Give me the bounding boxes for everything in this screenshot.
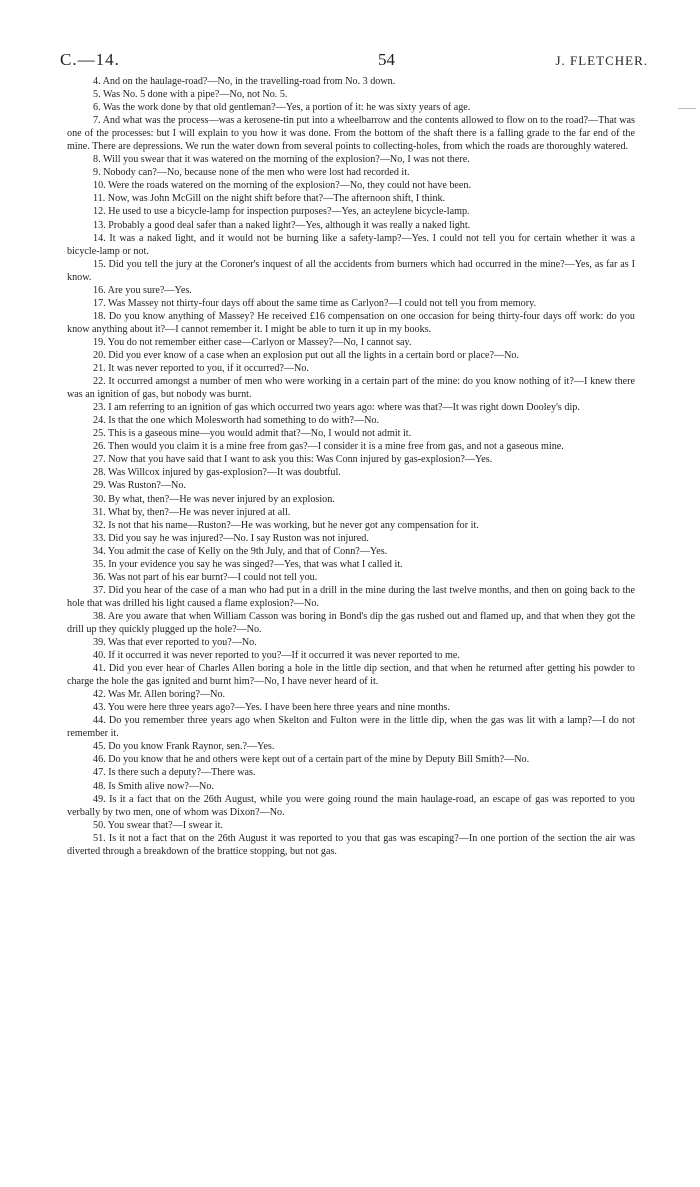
page-header xyxy=(60,50,648,72)
question-answer: 10. Were the roads watered on the morning of the explosion?—No, they could not have been. xyxy=(93,180,472,192)
question-answer: 47. Is there such a deputy?—There was. xyxy=(93,767,256,779)
evidence-text xyxy=(67,75,635,858)
question-answer: 40. If it occurred it was never reported to you?—If it occurred it was never reported to me. xyxy=(93,650,460,662)
question-answer: 9. Nobody can?—No, because none of the men who were lost had recorded it. xyxy=(93,167,410,179)
question-answer: 29. Was Ruston?—No. xyxy=(93,480,186,492)
question-answer: 38. Are you aware that when William Casson was boring in Bond's dip the gas rushed out and flamed up, and that when they got the drill up they quickly plugged up the hole?—No. xyxy=(67,610,635,635)
question-answer: 36. Was not part of his ear burnt?—I could not tell you. xyxy=(93,571,318,583)
question-answer: 41. Did you ever hear of Charles Allen boring a hole in the little dip section, and that when he returned after getting his powder to charge the hole the gas ignited and burnt him?—No, I have never heard of it. xyxy=(67,663,635,688)
question-answer: 49. Is it a fact that on the 26th August, while you were going round the main haulage-road, an escape of gas was reported to you verbally by two men, one of whom was Dixon?—No. xyxy=(67,793,635,818)
question-answer: 12. He used to use a bicycle-lamp for inspection purposes?—Yes, an acteylene bicycle-lamp. xyxy=(93,206,470,218)
question-answer: 21. It was never reported to you, if it occurred?—No. xyxy=(93,363,309,375)
question-answer: 37. Did you hear of the case of a man who had put in a drill in the mine during the last twelve months, and then on going back to the hole that was drilled his light caused a flame explosion?—No. xyxy=(67,584,635,609)
question-answer: 19. You do not remember either case—Carlyon or Massey?—No, I cannot say. xyxy=(93,336,412,348)
question-answer: 34. You admit the case of Kelly on the 9th July, and that of Conn?—Yes. xyxy=(93,545,388,557)
question-answer: 50. You swear that?—I swear it. xyxy=(93,819,223,831)
question-answer: 39. Was that ever reported to you?—No. xyxy=(93,637,257,649)
question-answer: 28. Was Willcox injured by gas-explosion?—It was doubtful. xyxy=(93,467,341,479)
series-code: C.—14. xyxy=(60,50,120,69)
question-answer: 23. I am referring to an ignition of gas which occurred two years ago: where was that?—It was right down Dooley's dip. xyxy=(93,402,580,414)
question-answer: 35. In your evidence you say he was singed?—Yes, that was what I called it. xyxy=(93,558,403,570)
witness-name: J. FLETCHER. xyxy=(555,53,648,68)
question-answer: 51. Is it not a fact that on the 26th August it was reported to you that gas was escaping?—In one portion of the section the air was diverted through a breakdown of the brattice stopping, but not gas. xyxy=(67,832,635,857)
question-answer: 6. Was the work done by that old gentleman?—Yes, a portion of it: he was sixty years of age. xyxy=(93,102,471,114)
question-answer: 4. And on the haulage-road?—No, in the travelling-road from No. 3 down. xyxy=(93,76,396,87)
question-answer: 32. Is not that his name—Ruston?—He was working, but he never got any compensation for it. xyxy=(93,519,479,531)
question-answer: 27. Now that you have said that I want to ask you this: Was Conn injured by gas-explosion?—Yes. xyxy=(93,454,493,466)
page-number: 54 xyxy=(378,50,395,69)
question-answer: 8. Will you swear that it was watered on the morning of the explosion?—No, I was not there. xyxy=(93,154,470,166)
question-answer: 13. Probably a good deal safer than a naked light?—Yes, although it was really a naked light. xyxy=(93,219,471,231)
question-answer: 45. Do you know Frank Raynor, sen.?—Yes. xyxy=(93,741,275,753)
question-answer: 18. Do you know anything of Massey? He received £16 compensation on one occasion for being thirty-four days off work: do you know anything about it?—I cannot remember it. I might be able to turn it up in my books. xyxy=(67,310,635,335)
question-answer: 43. You were here three years ago?—Yes. I have been here three years and nine months. xyxy=(93,702,450,714)
question-answer: 14. It was a naked light, and it would not be burning like a safety-lamp?—Yes. I could not tell you for certain whether it was a bicycle-lamp or not. xyxy=(67,232,635,257)
question-answer: 24. Is that the one which Molesworth had something to do with?—No. xyxy=(93,415,379,427)
question-answer: 22. It occurred amongst a number of men who were working in a certain part of the mine: do you know nothing of it?—I knew there was an ignition of gas, but nobody was burnt. xyxy=(67,376,635,401)
question-answer: 7. And what was the process—was a kerosene-tin put into a wheelbarrow and the contents allowed to flow on to the road?—That was one of the processes: but I will explain to you how it was done. From the bottom of the shaft there is a falling grade to the far end of the mine. There are depressions. We run the water down from several points to collecting-holes, from which the roads are thoroughly watered. xyxy=(67,115,635,153)
question-answer: 25. This is a gaseous mine—you would admit that?—No, I would not admit it. xyxy=(93,428,412,440)
question-answer: 20. Did you ever know of a case when an explosion put out all the lights in a certain bord or place?—No. xyxy=(93,349,519,361)
question-answer: 30. By what, then?—He was never injured by an explosion. xyxy=(93,493,335,505)
question-answer: 16. Are you sure?—Yes. xyxy=(93,284,192,296)
question-answer: 42. Was Mr. Allen boring?—No. xyxy=(93,689,226,701)
question-answer: 44. Do you remember three years ago when Skelton and Fulton were in the little dip, when the gas was lit with a lamp?—I do not remember it. xyxy=(67,715,635,740)
question-answer: 5. Was No. 5 done with a pipe?—No, not No. 5. xyxy=(93,89,288,101)
margin-mark xyxy=(678,108,696,109)
question-answer: 48. Is Smith alive now?—No. xyxy=(93,780,214,792)
question-answer: 15. Did you tell the jury at the Coroner's inquest of all the accidents from burners which had occurred in the mine?—Yes, as far as I know. xyxy=(67,258,635,283)
question-answer: 11. Now, was John McGill on the night shift before that?—The afternoon shift, I think. xyxy=(93,193,446,205)
question-answer: 46. Do you know that he and others were kept out of a certain part of the mine by Deputy Bill Smith?—No. xyxy=(93,754,530,766)
question-answer: 33. Did you say he was injured?—No. I say Ruston was not injured. xyxy=(93,532,369,544)
question-answer: 26. Then would you claim it is a mine free from gas?—I consider it is a mine free from gas, and not a gaseous mine. xyxy=(93,441,564,453)
question-answer: 17. Was Massey not thirty-four days off about the same time as Carlyon?—I could not tell you from memory. xyxy=(93,297,537,309)
question-answer: 31. What by, then?—He was never injured at all. xyxy=(93,506,291,518)
